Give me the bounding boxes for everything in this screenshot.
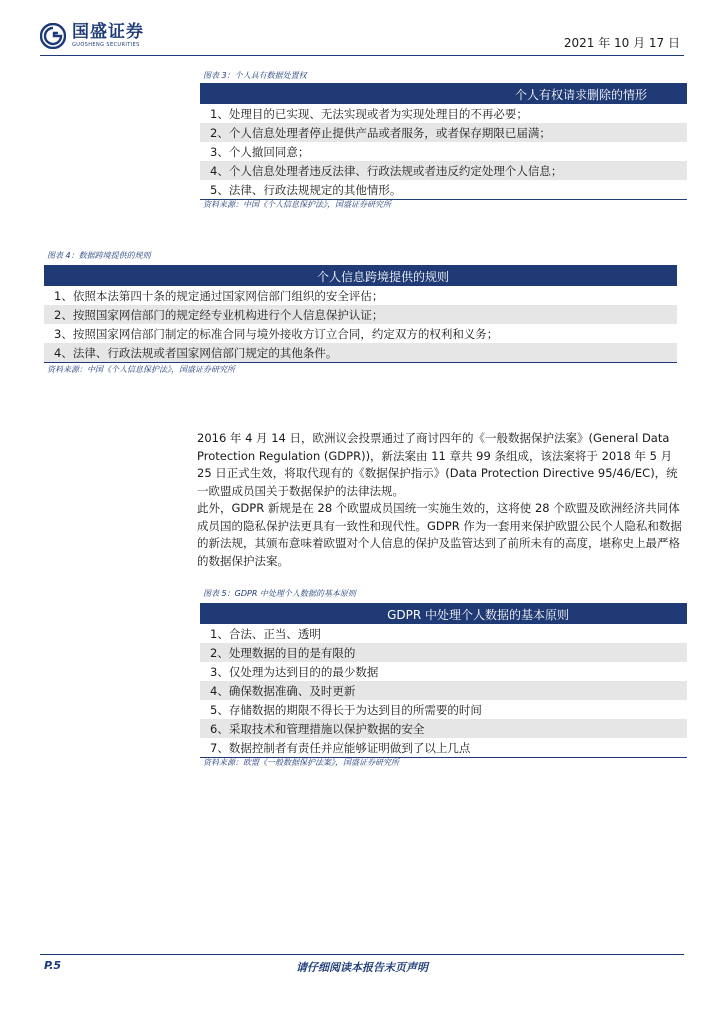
figure-5-header: GDPR 中处理个人数据的基本原则 xyxy=(200,603,687,624)
figure-4-header: 个人信息跨境提供的规则 xyxy=(44,265,677,286)
table-row: 4、个人信息处理者违反法律、行政法规或者违反约定处理个人信息； xyxy=(200,161,687,180)
figure-4-table xyxy=(44,265,677,363)
table-row: 2、处理数据的目的是有限的 xyxy=(200,643,687,662)
report-date: 2021 年 10 月 17 日 xyxy=(563,36,680,50)
figure-5-label: 图表 5：GDPR 中处理个人数据的基本原则 xyxy=(203,589,356,598)
figure-5-source: 资料来源：欧盟《一般数据保护法案》，国盛证券研究所 xyxy=(203,758,399,767)
figure-3-table xyxy=(200,83,687,200)
table-row: 5、存储数据的期限不得长于为达到目的所需要的时间 xyxy=(210,702,482,717)
table-row: 1、合法、正当、透明 xyxy=(210,626,321,641)
header-divider xyxy=(40,55,684,56)
figure-4-label: 图表 4：数据跨境提供的规则 xyxy=(47,251,151,260)
figure-3-source: 资料来源：中国《个人信息保护法》，国盛证券研究所 xyxy=(203,200,391,209)
table-row: 2、个人信息处理者停止提供产品或者服务，或者保存期限已届满； xyxy=(200,123,687,142)
table-row: 1、处理目的已实现、无法实现或者为实现处理目的不再必要； xyxy=(210,106,528,121)
disclaimer-note: 请仔细阅读本报告末页声明 xyxy=(296,961,428,974)
table-row: 4、法律、行政法规或者国家网信部门规定的其他条件。 xyxy=(44,343,677,363)
brand-logo xyxy=(40,22,144,50)
table-row: 5、法律、行政法规规定的其他情形。 xyxy=(200,180,687,200)
table-row: 7、数据控制者有责任并应能够证明做到了以上几点 xyxy=(200,738,687,758)
table-row: 2、按照国家网信部门的规定经专业机构进行个人信息保护认证； xyxy=(44,305,677,324)
brand-name-en: GUOSHENG SECURITIES xyxy=(72,42,140,48)
figure-4-source: 资料来源：中国《个人信息保护法》，国盛证券研究所 xyxy=(47,365,235,374)
brand-name: 国盛证券 xyxy=(72,22,144,42)
footer-divider xyxy=(40,954,684,955)
table-row: 1、依照本法第四十条的规定通过国家网信部门组织的安全评估； xyxy=(54,288,384,303)
table-row: 3、仅处理为达到目的的最少数据 xyxy=(210,664,379,679)
page-number: P.5 xyxy=(44,959,62,972)
table-row: 3、个人撤回同意； xyxy=(210,144,310,159)
table-row: 4、确保数据准确、及时更新 xyxy=(200,681,687,700)
table-row: 6、采取技术和管理措施以保护数据的安全 xyxy=(200,719,687,738)
body-paragraph-1: 2016 年 4 月 14 日，欧洲议会投票通过了商讨四年的《一般数据保护法案》(General Data Protection Regulation (GDPR))，新法案由 11 章共 99 条组成，该法案将于 2018 年 5 月 25 日正式生效，将取代现有的《数据保护指示》(Data Protection Directive 95/46/EC)，统一欧盟成员国关于数据保护的法律法规。 xyxy=(197,431,678,498)
figure-5-table xyxy=(200,603,687,758)
body-paragraph-2: 此外，GDPR 新规是在 28 个欧盟成员国统一实施生效的，这将使 28 个欧盟及欧洲经济共同体成员国的隐私保护法更具有一致性和现代性。GDPR 作为一套用来保护欧盟公民个人隐私和数据的新法规，其颁布意味着欧盟对个人信息的保护及监管达到了前所未有的高度，堪称史上最严格的数据保护法案。 xyxy=(197,501,682,568)
figure-3-label: 图表 3：个人具有数据处置权 xyxy=(203,71,307,80)
logo-icon xyxy=(40,23,66,49)
table-row: 3、按照国家网信部门制定的标准合同与境外接收方订立合同，约定双方的权利和义务； xyxy=(54,326,499,341)
figure-3-header: 个人有权请求删除的情形 xyxy=(200,83,687,104)
